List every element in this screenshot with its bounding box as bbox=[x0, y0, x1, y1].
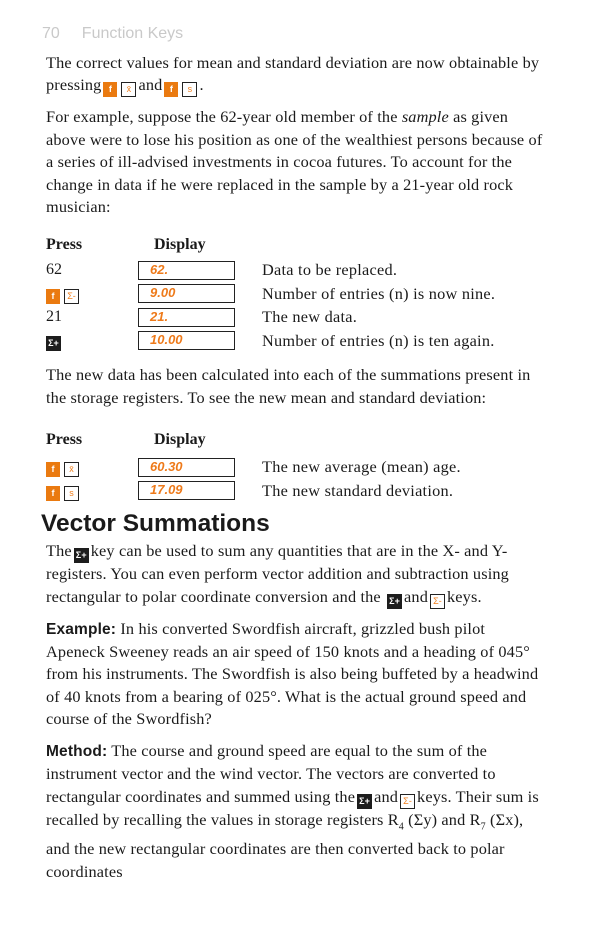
xbar-key-icon: x̄ bbox=[64, 462, 79, 477]
f-key-icon: f bbox=[46, 462, 60, 477]
register-subscript: 4 bbox=[398, 820, 404, 832]
page-header bbox=[42, 20, 546, 52]
sigma-minus-key-icon: Σ- bbox=[64, 289, 79, 304]
table-row bbox=[46, 282, 546, 306]
table-row bbox=[46, 455, 546, 479]
register-subscript: 7 bbox=[480, 820, 486, 832]
f-key-icon: f bbox=[46, 289, 60, 304]
manual-page bbox=[41, 20, 546, 883]
display-header: Display bbox=[154, 236, 206, 254]
paragraph-text: key can be used to sum any quantities that are in the X- and Y-registers. You can even perform vector addition and subtraction using rectangular to polar coordinate conversion and the bbox=[46, 541, 509, 606]
paragraph-new-data: The new data has been calculated into each of the summations present in the storage registers. To see the new mean and standard deviation: bbox=[46, 365, 531, 407]
calculator-display: 10.00 bbox=[138, 331, 235, 350]
paragraph-text: The correct values for mean and standard deviation are now obtainable by pressing bbox=[46, 53, 540, 95]
example-label: Example: bbox=[46, 620, 117, 638]
row-description: The new average (mean) age. bbox=[262, 457, 461, 476]
row-description: The new standard deviation. bbox=[262, 480, 454, 500]
section-title: Function Keys bbox=[81, 25, 184, 42]
calculator-display: 17.09 bbox=[138, 481, 235, 500]
calculator-display: 60.30 bbox=[138, 458, 235, 477]
s-key-icon: s bbox=[64, 486, 79, 501]
sigma-plus-key-icon: Σ+ bbox=[46, 336, 61, 351]
paragraph-text: keys. Their sum is recalled by recalling the values in storage registers R bbox=[46, 786, 539, 829]
row-description: Data to be replaced. bbox=[262, 260, 398, 280]
table-row bbox=[46, 479, 546, 503]
s-key-icon: s bbox=[182, 82, 197, 97]
table-row bbox=[46, 305, 546, 329]
paragraph-example-sample bbox=[46, 106, 546, 218]
paragraph-text: and bbox=[138, 75, 163, 95]
press-header: Press bbox=[46, 431, 83, 449]
sigma-plus-key-icon: Σ+ bbox=[357, 794, 372, 809]
sigma-minus-key-icon: Σ- bbox=[400, 794, 415, 809]
sigma-plus-key-icon: Σ+ bbox=[74, 548, 89, 563]
paragraph-text: The bbox=[46, 541, 72, 561]
page-number: 70 bbox=[42, 25, 60, 42]
paragraph-text: keys. bbox=[447, 586, 482, 606]
paragraph-text: For example, suppose the 62-year old member of the bbox=[46, 107, 398, 127]
sigma-plus-key-icon: Σ+ bbox=[387, 594, 402, 609]
xbar-key-icon: x̄ bbox=[121, 82, 136, 97]
press-value: 21 bbox=[46, 308, 62, 326]
calculator-display: 9.00 bbox=[138, 284, 235, 303]
f-key-icon: f bbox=[103, 82, 117, 97]
paragraph-mean-sd bbox=[46, 52, 546, 97]
calculator-display: 62. bbox=[138, 261, 235, 280]
table-row bbox=[46, 258, 546, 282]
press-header: Press bbox=[46, 236, 83, 254]
f-key-icon: f bbox=[46, 486, 60, 501]
paragraph-text: . bbox=[199, 75, 204, 95]
table1-header bbox=[46, 232, 546, 258]
table-row bbox=[46, 329, 546, 353]
paragraph-text: and bbox=[374, 786, 399, 806]
paragraph-text: and bbox=[404, 586, 429, 606]
paragraph-example bbox=[46, 618, 546, 731]
row-description: Number of entries (n) is ten again. bbox=[262, 330, 495, 350]
press-value: 62 bbox=[46, 261, 62, 279]
paragraph-text: The course and ground speed are equal to the sum of the instrument vector and the wind vector. The vectors are converted to rectangular coordinates and summed using the bbox=[46, 740, 496, 806]
calculator-display: 21. bbox=[138, 308, 235, 327]
display-header: Display bbox=[154, 431, 206, 449]
f-key-icon: f bbox=[164, 82, 178, 97]
method-label: Method: bbox=[46, 742, 108, 760]
emphasis-sample: sample bbox=[401, 107, 449, 127]
sigma-minus-key-icon: Σ- bbox=[430, 594, 445, 609]
paragraph-text: In his converted Swordfish aircraft, grizzled bush pilot Apeneck Sweeney reads an air speed of 150 knots and a heading of 045° from his instruments. The Swordfish is also being buffeted by a headwind of 40 knots from a bearing of 025°. What is the actual ground speed and course of the Swordfish? bbox=[46, 618, 539, 729]
paragraph-vector-intro bbox=[46, 540, 546, 608]
paragraph-method bbox=[46, 740, 546, 883]
row-description: Number of entries (n) is now nine. bbox=[262, 283, 496, 303]
section-heading: Vector Summations bbox=[41, 510, 270, 538]
paragraph-text: (Σy) and R bbox=[408, 809, 481, 829]
paragraph-text: (Σx), and the new rectangular coordinates are then converted back to polar coordinates bbox=[46, 809, 524, 881]
table2-header bbox=[46, 427, 546, 453]
row-description: The new data. bbox=[262, 307, 358, 327]
paragraph-text: as given above were to lose his position as one of the wealthiest persons because of a series of ill-advised investments in cocoa futures. To account for the change in data if he were replaced in the sample by a 21-year old rock musician: bbox=[46, 107, 543, 217]
